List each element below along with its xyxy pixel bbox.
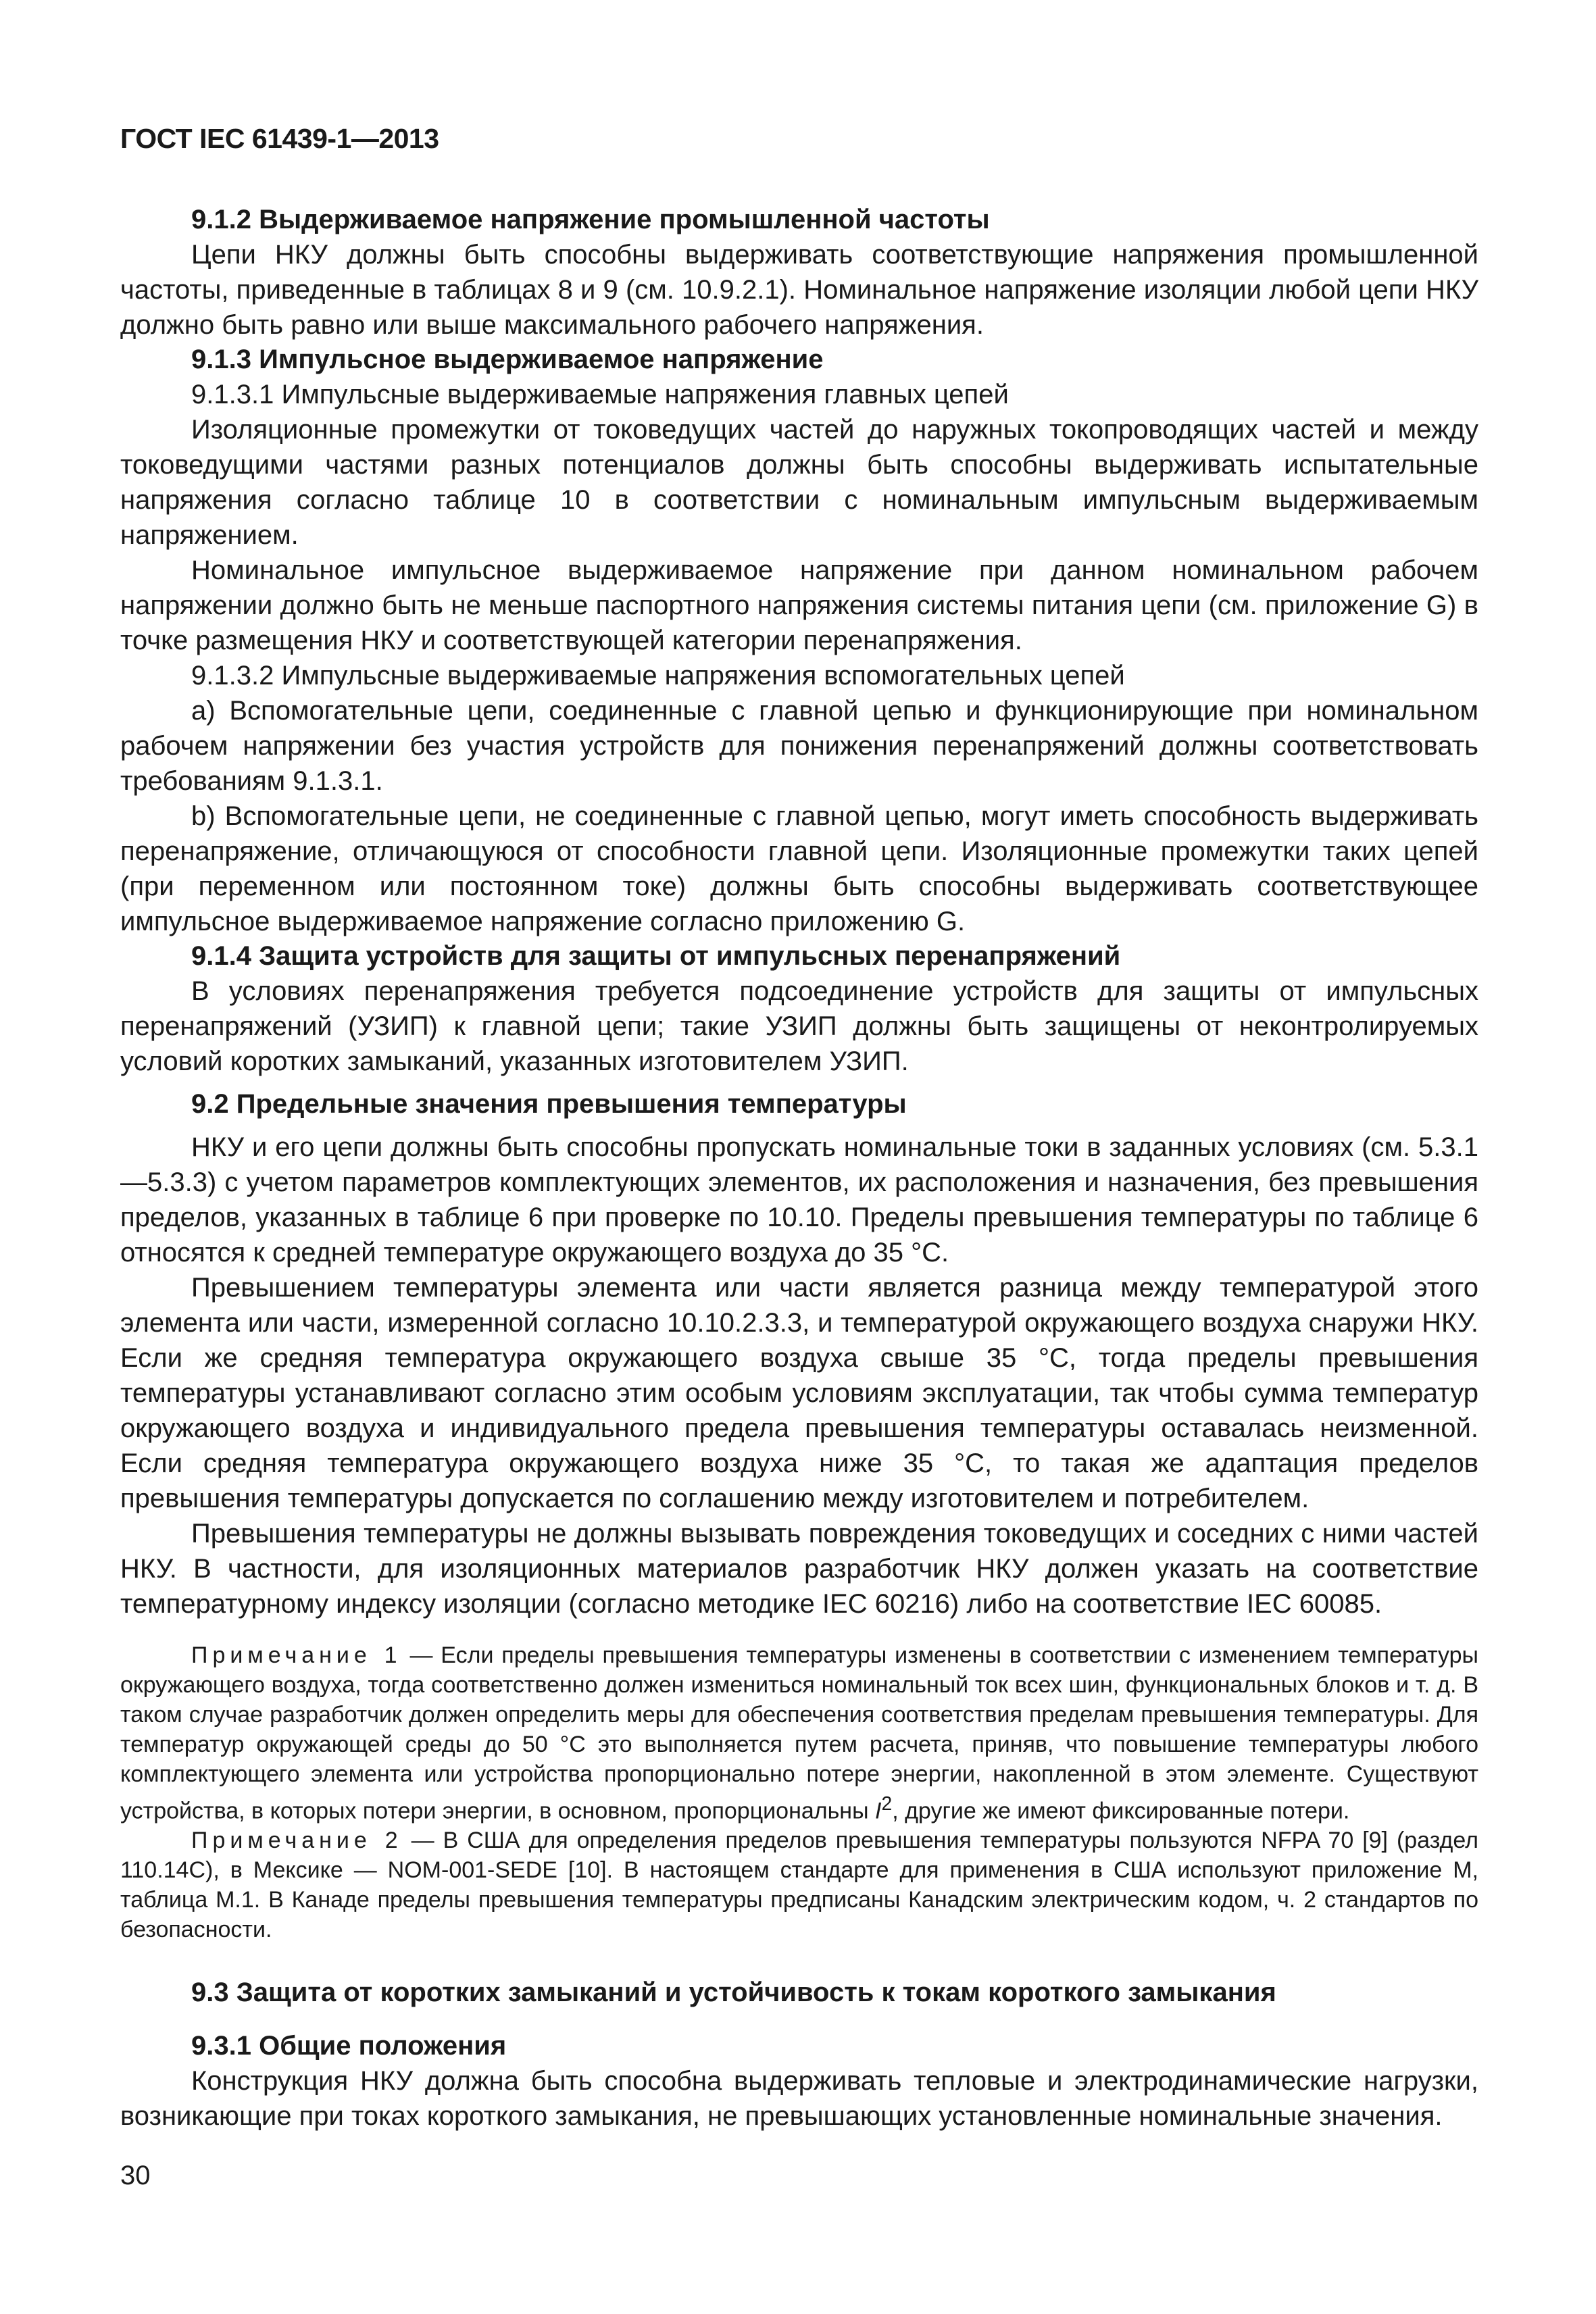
list-item-b: b) Вспомогательные цепи, не соединенные с главной цепью, могут иметь способность выдерживать перенапряжение, отличающуюся от способности главной цепи. Изоляционные промежутки таких цепей (при переменном или постоянном токе) должны быть способны выдерживать соответствующее импульсное выдерживаемое напряжение согласно приложению G. (120, 801, 1478, 936)
paragraph: Цепи НКУ должны быть способны выдерживать соответствующие напряжения промышленной частоты, приведенные в таблицах 8 и 9 (см. 10.9.2.1). Номинальное напряжение изоляции любой цепи НКУ должно быть равно или выше максимального рабочего напряжения. (120, 240, 1478, 340)
paragraph: Номинальное импульсное выдерживаемое напряжение при данном номинальном рабочем напряжении должно быть не меньше паспортного напряжения системы питания цепи (см. приложение G) в точке размещения НКУ и соответствующей категории перенапряжения. (120, 555, 1478, 655)
paragraph: Превышением температуры элемента или части является разница между температурой этого элемента или части, измеренной согласно 10.10.2.3.3, и температурой окружающего воздуха снаружи НКУ. Если же средняя температура окружающего воздуха свыше 35 °С, тогда пределы превышения температуры устанавливают согласно этим особым условиям эксплуатации, так чтобы сумма температур окружающего воздуха и индивидуального предела превышения температуры оставалась неизменной. Если средняя температура окружающего воздуха ниже 35 °С, то такая же адаптация пределов превышения температуры допускается по соглашению между изготовителем и потребителем. (120, 1273, 1478, 1513)
section-9-1-3-heading: 9.1.3 Импульсное выдерживаемое напряжение (191, 345, 824, 374)
exponent: 2 (881, 1793, 893, 1815)
paragraph: В условиях перенапряжения требуется подсоединение устройств для защиты от импульсных перенапряжений (УЗИП) к главной цепи; такие УЗИП должны быть защищены от неконтролируемых условий коротких замыканий, указанных изготовителем УЗИП. (120, 976, 1478, 1076)
note-label: Примечание 2 (191, 1828, 403, 1854)
note-text: — Если пределы превышения температуры изменены в соответствии с изменением температуры окружающего воздуха, тогда соответственно должен измениться номинальный ток всех шин, функциональных блоков и т. д. В таком случае разработчик должен определить меры для обеспечения соответствия пределам превышения температуры. Для температур окружающей среды до 50 °С это выполняется путем расчета, приняв, что повышение температуры любого комплектующего элемента или устройства пропорционально потере энергии, накопленной в этом элементе. Существуют устройства, в которых потери энергии, в основном, пропорциональны (120, 1642, 1478, 1824)
note-text: — В США для определения пределов превышения температуры пользуются NFPA 70 [9] (раздел 110.14С), в Мексике — NOM-001-SEDE [10]. В настоящем стандарте для применения в США используют приложение М, таблица М.1. В Канаде пределы превышения температуры предписаны Канадским электрическим кодом, ч. 2 стандартов по безопасности. (120, 1828, 1479, 1943)
section-9-1-4-heading: 9.1.4 Защита устройств для защиты от импульсных перенапряжений (191, 941, 1121, 971)
paragraph: Изоляционные промежутки от токоведущих частей до наружных токопроводящих частей и между токоведущими частями разных потенциалов должны быть способны выдерживать испытательные напряжения согласно таблице 10 в соответствии с номинальным импульсным выдерживаемым напряжением. (120, 415, 1478, 550)
section-9-1-2-heading: 9.1.2 Выдерживаемое напряжение промышленной частоты (191, 205, 990, 234)
paragraph: Превышения температуры не должны вызывать повреждения токоведущих и соседних с ними частей НКУ. В частности, для изоляционных материалов разработчик НКУ должен указать на соответствие температурному индексу изоляции (согласно методике IEC 60216) либо на соответствие IEC 60085. (120, 1519, 1478, 1619)
section-9-2-heading: 9.2 Предельные значения превышения температуры (191, 1089, 907, 1119)
note-2 (120, 1826, 1478, 1944)
subsection-9-1-3-1-heading: 9.1.3.1 Импульсные выдерживаемые напряжения главных цепей (191, 380, 1009, 409)
subsection-9-1-3-2-heading: 9.1.3.2 Импульсные выдерживаемые напряжения вспомогательных цепей (191, 661, 1125, 690)
page-number: 30 (120, 2161, 151, 2190)
section-9-3-1-heading: 9.3.1 Общие положения (191, 2031, 507, 2061)
paragraph: НКУ и его цепи должны быть способны пропускать номинальные токи в заданных условиях (см. 5.3.1—5.3.3) с учетом параметров комплектующих элементов, их расположения и назначения, без превышения пределов, указанных в таблице 6 при проверке по 10.10. Пределы превышения температуры по таблице 6 относятся к средней температуре окружающего воздуха до 35 °С. (120, 1132, 1478, 1267)
note-label: Примечание 1 (191, 1642, 402, 1668)
list-item-a: а) Вспомогательные цепи, соединенные с главной цепью и функционирующие при номинальном рабочем напряжении без участия устройств для понижения перенапряжений должны соответствовать требованиям 9.1.3.1. (120, 696, 1478, 796)
document-body (120, 203, 1478, 2134)
section-9-3-heading: 9.3 Защита от коротких замыканий и устойчивость к токам короткого замыкания (191, 1978, 1276, 2008)
note-text-end: , другие же имеют фиксированные потери. (892, 1798, 1350, 1824)
current-variable: I (874, 1798, 882, 1824)
note-1 (120, 1640, 1478, 1826)
paragraph: Конструкция НКУ должна быть способна выдерживать тепловые и электродинамические нагрузки, возникающие при токах короткого замыкания, не превышающих установленные номинальные значения. (120, 2066, 1478, 2132)
document-header: ГОСТ IEC 61439-1—2013 (120, 123, 439, 154)
